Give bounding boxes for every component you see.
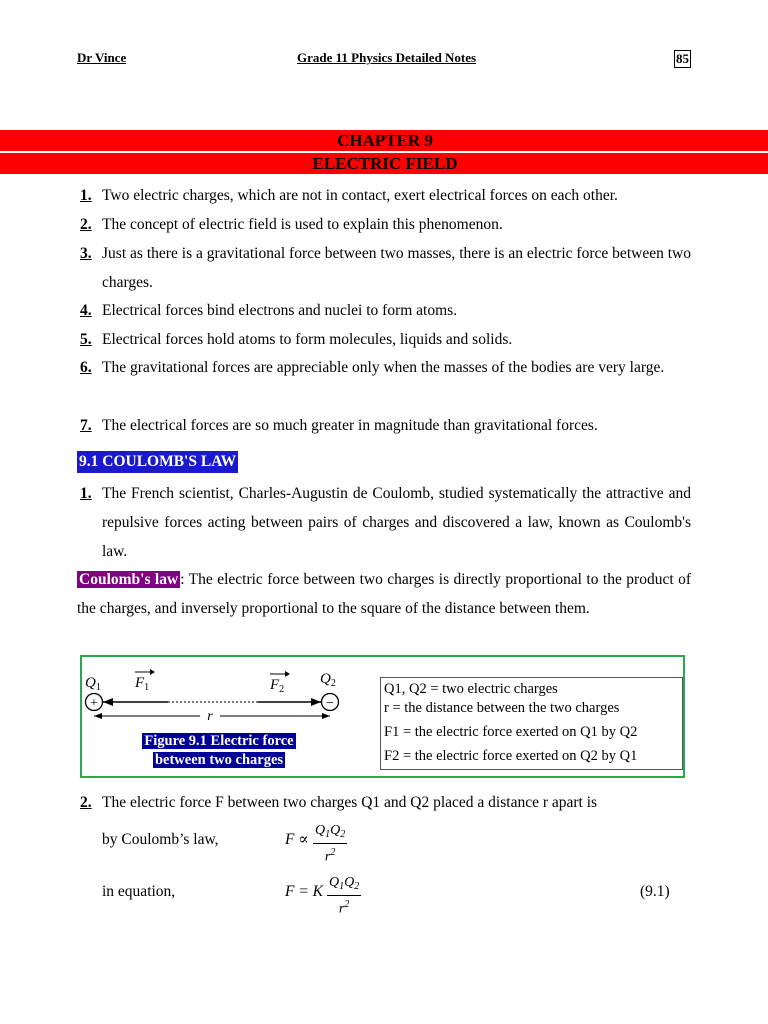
- figure-diagram: [80, 655, 380, 735]
- f1-vector-head: [150, 669, 155, 675]
- list-item: [77, 411, 691, 440]
- list-item-text: The gravitational forces are appreciable only when the masses of the bodies are very large.: [102, 359, 665, 376]
- f2-label: $F_2$: [270, 677, 285, 695]
- list-item: [77, 788, 691, 817]
- f2-arrow-head: [311, 698, 321, 706]
- f1-arrow-head: [103, 698, 113, 706]
- list-item: [77, 296, 691, 325]
- proportionality-fraction: $\frac{Q_1Q_2}{r^2}$: [315, 823, 346, 865]
- list-item-text: Just as there is a gravitational force between two masses, there is an electric force between two charges.: [102, 245, 691, 291]
- list-item-text: Electrical forces hold atoms to form molecules, liquids and solids.: [102, 331, 513, 348]
- list-item: [77, 325, 691, 354]
- figure-caption-line1: Figure 9.1 Electric force: [144, 733, 294, 749]
- header-author: Dr Vince: [77, 50, 127, 65]
- list-item: [77, 353, 691, 382]
- list-item-number: 7.: [80, 417, 92, 434]
- header-page-number: 85: [676, 51, 689, 66]
- list-item: [77, 181, 691, 210]
- law-label: Coulomb's law: [79, 571, 179, 588]
- list-item-text: Two electric charges, which are not in contact, exert electrical forces on each other.: [102, 187, 618, 204]
- list-item-number: 2.: [80, 794, 92, 811]
- law-text: : The electric force between two charges is directly proportional to the product of the charges, and inversely proportional to the square of the distance between them.: [77, 571, 691, 617]
- header-title: Grade 11 Physics Detailed Notes: [297, 50, 477, 65]
- distance-arrowhead-right: [322, 713, 330, 719]
- list-item: [77, 479, 691, 566]
- chapter-name: ELECTRIC FIELD: [312, 154, 458, 173]
- list-item-number: 1.: [80, 485, 92, 502]
- list-item-text: The electrical forces are so much greater in magnitude than gravitational forces.: [102, 417, 598, 434]
- page-header: [77, 50, 691, 68]
- list-item-text: The French scientist, Charles-Augustin de Coulomb, studied systematically the attractive and repulsive forces acting between pairs of charges and discovered a law, known as Coulomb's law.: [102, 485, 691, 560]
- legend-line: F1 = the electric force exerted on Q1 by Q2: [384, 724, 638, 740]
- proportionality-label: by Coulomb’s law,: [102, 831, 219, 848]
- list-item-text: The electric force F between two charges Q1 and Q2 placed a distance r apart is: [102, 794, 598, 811]
- legend-line: Q1, Q2 = two electric charges: [384, 681, 558, 697]
- f2-vector-head: [285, 671, 290, 677]
- section-heading: 9.1 COULOMB'S LAW: [77, 451, 238, 473]
- f1-label: $F_1$: [135, 675, 150, 693]
- list-item-number: 3.: [80, 245, 92, 262]
- list-item-number: 5.: [80, 331, 92, 348]
- q1-label: $Q_1$: [85, 675, 101, 693]
- list-item-text: The concept of electric field is used to explain this phenomenon.: [102, 216, 503, 233]
- figure-caption: [130, 732, 308, 770]
- legend-line: r = the distance between the two charges: [384, 700, 620, 716]
- list-item-number: 6.: [80, 359, 92, 376]
- equation-lhs: F = K: [285, 883, 324, 900]
- plus-sign: +: [90, 696, 98, 711]
- proportionality-lhs: F ∝: [285, 831, 309, 848]
- list-item: [77, 210, 691, 239]
- list-item-number: 1.: [80, 187, 92, 204]
- minus-sign: −: [326, 696, 334, 711]
- q2-label: $Q_2$: [320, 671, 336, 689]
- equation-number: (9.1): [640, 883, 670, 900]
- legend-line: F2 = the electric force exerted on Q2 by Q1: [384, 748, 638, 764]
- chapter-number: CHAPTER 9: [337, 131, 433, 150]
- list-item-number: 4.: [80, 302, 92, 319]
- distance-label: r: [207, 709, 213, 724]
- list-item-text: Electrical forces bind electrons and nuclei to form atoms.: [102, 302, 458, 319]
- figure-caption-line2: between two charges: [154, 752, 284, 768]
- distance-arrowhead-left: [94, 713, 102, 719]
- figure-legend: [380, 677, 683, 770]
- equation-fraction: $\frac{Q_1Q_2}{r^2}$: [329, 875, 360, 917]
- equation-label: in equation,: [102, 883, 176, 900]
- list-item: [77, 239, 691, 297]
- law-definition: [77, 565, 691, 623]
- list-item-number: 2.: [80, 216, 92, 233]
